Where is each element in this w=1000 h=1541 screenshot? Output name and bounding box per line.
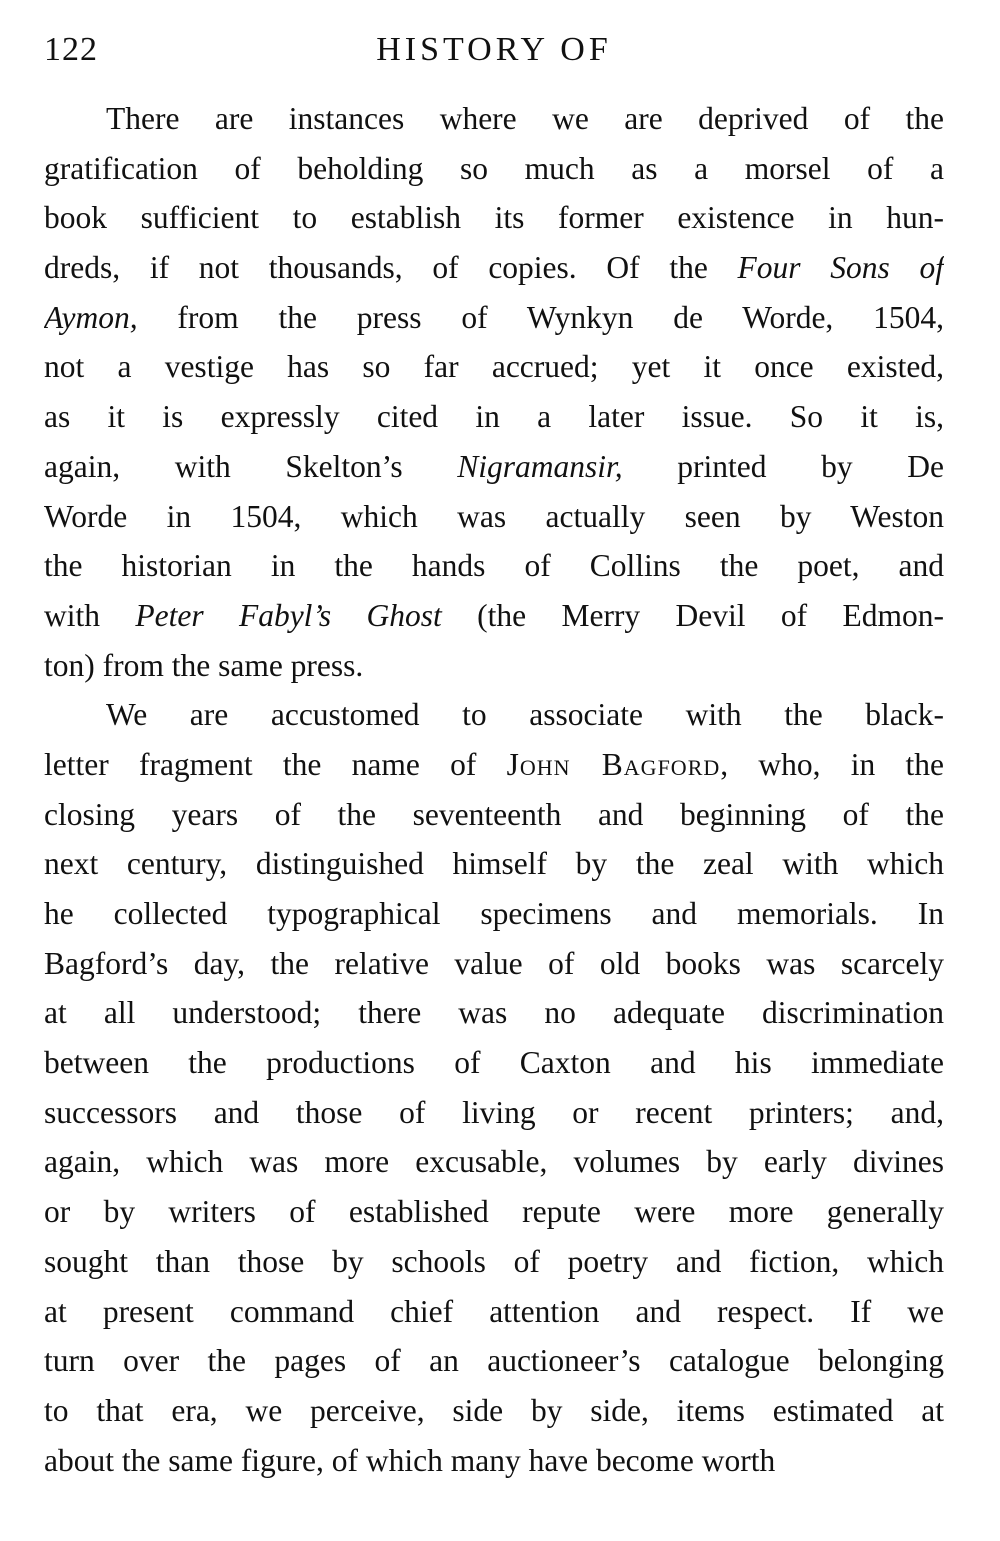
paragraph: [44, 94, 944, 690]
text-line: not a vestige has so far accrued; yet it once existed,: [44, 349, 944, 385]
italic-title: Peter Fabyl’s Ghost: [135, 597, 442, 633]
text-line: book sufficient to establish its former existence in hun-: [44, 200, 944, 236]
page-header: [44, 24, 944, 84]
text-line: about the same figure, of which many have become worth: [44, 1442, 776, 1478]
text-segment: from the press of Wynkyn de Worde, 1504,: [137, 299, 944, 335]
text-line: or by writers of established repute were more generally: [44, 1194, 944, 1230]
text-line: the historian in the hands of Collins the poet, and: [44, 548, 944, 584]
text-line: between the productions of Caxton and his immediate: [44, 1045, 944, 1081]
text-line: at all understood; there was no adequate discrimination: [44, 995, 944, 1031]
italic-title: Nigramansir,: [457, 448, 623, 484]
text-line: Worde in 1504, which was actually seen by Weston: [44, 498, 944, 534]
text-segment: , who, in the: [720, 746, 944, 782]
text-segment: letter fragment the name of: [44, 746, 507, 782]
text-line: turn over the pages of an auctioneer’s catalogue belonging: [44, 1343, 944, 1379]
italic-title: Aymon,: [44, 299, 138, 335]
body-text: [44, 94, 944, 1485]
text-line: to that era, we perceive, side by side, items estimated at: [44, 1392, 944, 1428]
text-line: [44, 442, 944, 492]
text-line: he collected typographical specimens and memorials. In: [44, 896, 944, 931]
small-caps-name: John Bagford: [506, 746, 721, 782]
running-head: HISTORY OF: [376, 31, 612, 68]
text-line: ton) from the same press.: [44, 647, 364, 683]
text-line: [44, 293, 944, 343]
paragraph: [44, 690, 944, 1485]
text-segment: dreds, if not thousands, of copies. Of the: [44, 250, 738, 286]
text-line: as it is expressly cited in a later issue. So it is,: [44, 399, 944, 435]
text-line: [44, 591, 944, 641]
text-segment: with: [44, 597, 136, 633]
text-line: successors and those of living or recent printers; and,: [44, 1094, 944, 1130]
text-line: next century, distinguished himself by the zeal with which: [44, 846, 944, 882]
text-segment: (the Merry Devil of Edmon-: [441, 597, 944, 633]
text-segment: printed by De: [622, 448, 944, 484]
text-line: gratification of beholding so much as a morsel of a: [44, 150, 944, 186]
text-segment: again, with Skelton’s: [44, 448, 458, 484]
text-line: sought than those by schools of poetry and fiction, which: [44, 1243, 944, 1279]
text-line: We are accustomed to associate with the black-: [106, 697, 944, 733]
page-number: 122: [44, 31, 98, 68]
text-line: at present command chief attention and respect. If we: [44, 1293, 944, 1329]
italic-title: Four Sons of: [737, 250, 944, 286]
text-line: again, which was more excusable, volumes by early divines: [44, 1144, 944, 1180]
text-line: [44, 740, 944, 790]
text-line: [44, 243, 944, 293]
text-line: There are instances where we are deprived of the: [106, 101, 944, 136]
text-line: Bagford’s day, the relative value of old books was scarcely: [44, 945, 944, 981]
text-line: closing years of the seventeenth and beginning of the: [44, 796, 944, 832]
